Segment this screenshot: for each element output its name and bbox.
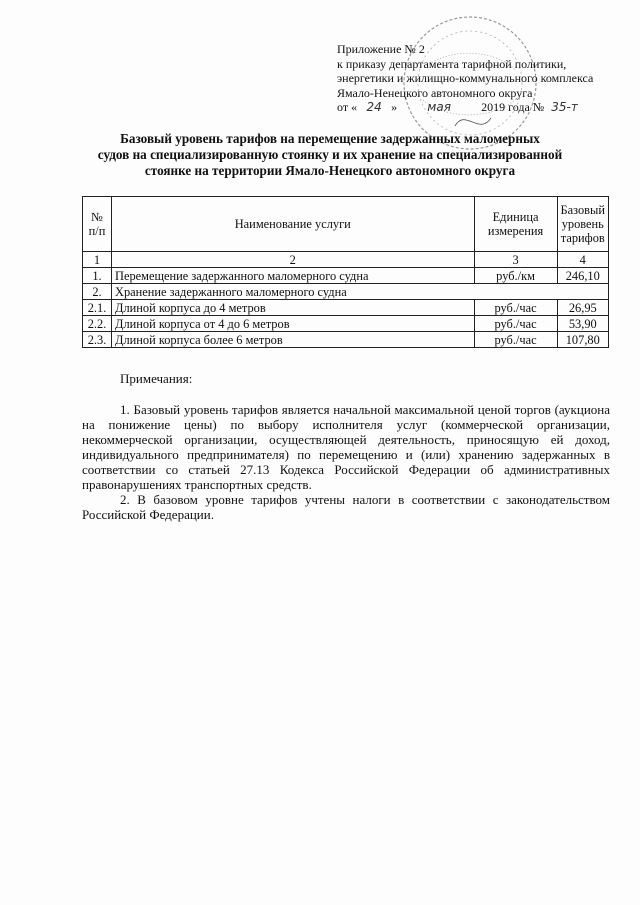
row-tariff: 26,95 [557, 300, 608, 316]
table-header-row [83, 197, 609, 252]
row-tariff: 53,90 [557, 316, 608, 332]
header-service-name: Наименование услуги [112, 197, 475, 252]
column-number: 2 [112, 252, 475, 268]
row-service-name: Перемещение задержанного маломерного судна [112, 268, 475, 284]
date-year: 2019 года № [481, 100, 545, 114]
table-row [83, 284, 609, 300]
row-num: 2.2. [83, 316, 112, 332]
date-month: мая [427, 100, 451, 114]
note-item: 1. Базовый уровень тарифов является начальной максимальной ценой торгов (аукциона на понижение цены) по выбору исполнителя услуг (коммерческой организации, некоммерческой организации, осуществляющей деятельность, приносящую ей доход, индивидуального предпринимателя) по перемещению и (или) хранению задержанных в соответствии со статьей 27.13 Кодекса Российской Федерации об административных правонарушениях транспортных средств. [82, 402, 610, 492]
header-tariff: Базовый уровень тарифов [557, 197, 608, 252]
title-line-3: стоянке на территории Ямало-Ненецкого автономного округа [144, 163, 516, 178]
row-num: 2.3. [83, 332, 112, 348]
row-service-name: Длиной корпуса до 4 метров [112, 300, 475, 316]
date-day: 24 [366, 100, 382, 114]
order-date-line [337, 100, 627, 115]
date-mid: » [391, 100, 398, 114]
title-line-1: Базовый уровень тарифов на перемещение задержанных маломерных [120, 131, 540, 146]
date-prefix: от « [337, 100, 358, 114]
row-num: 2.1. [83, 300, 112, 316]
column-number: 1 [83, 252, 112, 268]
document-title [60, 131, 600, 179]
row-unit: руб./час [474, 316, 557, 332]
table-row [83, 268, 609, 284]
appendix-number: Приложение № 2 [337, 42, 425, 56]
table-row [83, 332, 609, 348]
row-service-name: Хранение задержанного маломерного судна [112, 284, 609, 300]
row-unit: руб./час [474, 300, 557, 316]
tariffs-table [82, 196, 609, 348]
table-row [83, 316, 609, 332]
row-unit: руб./час [474, 332, 557, 348]
column-number-row [83, 252, 609, 268]
order-number: 35-т [551, 100, 578, 114]
title-line-2: судов на специализированную стоянку и их хранение на специализированной [97, 147, 563, 162]
appendix-region-line: Ямало-Ненецкого автономного округа [337, 85, 533, 100]
notes-section [82, 402, 610, 522]
appendix-department-line: энергетики и жилищно-коммунального комплекса [337, 71, 594, 85]
header-num: № п/п [83, 197, 112, 252]
row-tariff: 246,10 [557, 268, 608, 284]
header-unit: Единица измерения [474, 197, 557, 252]
row-tariff: 107,80 [557, 332, 608, 348]
row-service-name: Длиной корпуса от 4 до 6 метров [112, 316, 475, 332]
column-number: 3 [474, 252, 557, 268]
appendix-order-line: к приказу департамента тарифной политики, [337, 56, 567, 71]
notes-heading: Примечания: [120, 371, 193, 386]
row-unit: руб./км [474, 268, 557, 284]
row-num: 1. [83, 268, 112, 284]
row-service-name: Длиной корпуса более 6 метров [112, 332, 475, 348]
column-number: 4 [557, 252, 608, 268]
row-num: 2. [83, 284, 112, 300]
note-item: 2. В базовом уровне тарифов учтены налоги в соответствии с законодательством Российской Федерации. [82, 492, 610, 522]
appendix-header [337, 42, 627, 115]
table-row [83, 300, 609, 316]
